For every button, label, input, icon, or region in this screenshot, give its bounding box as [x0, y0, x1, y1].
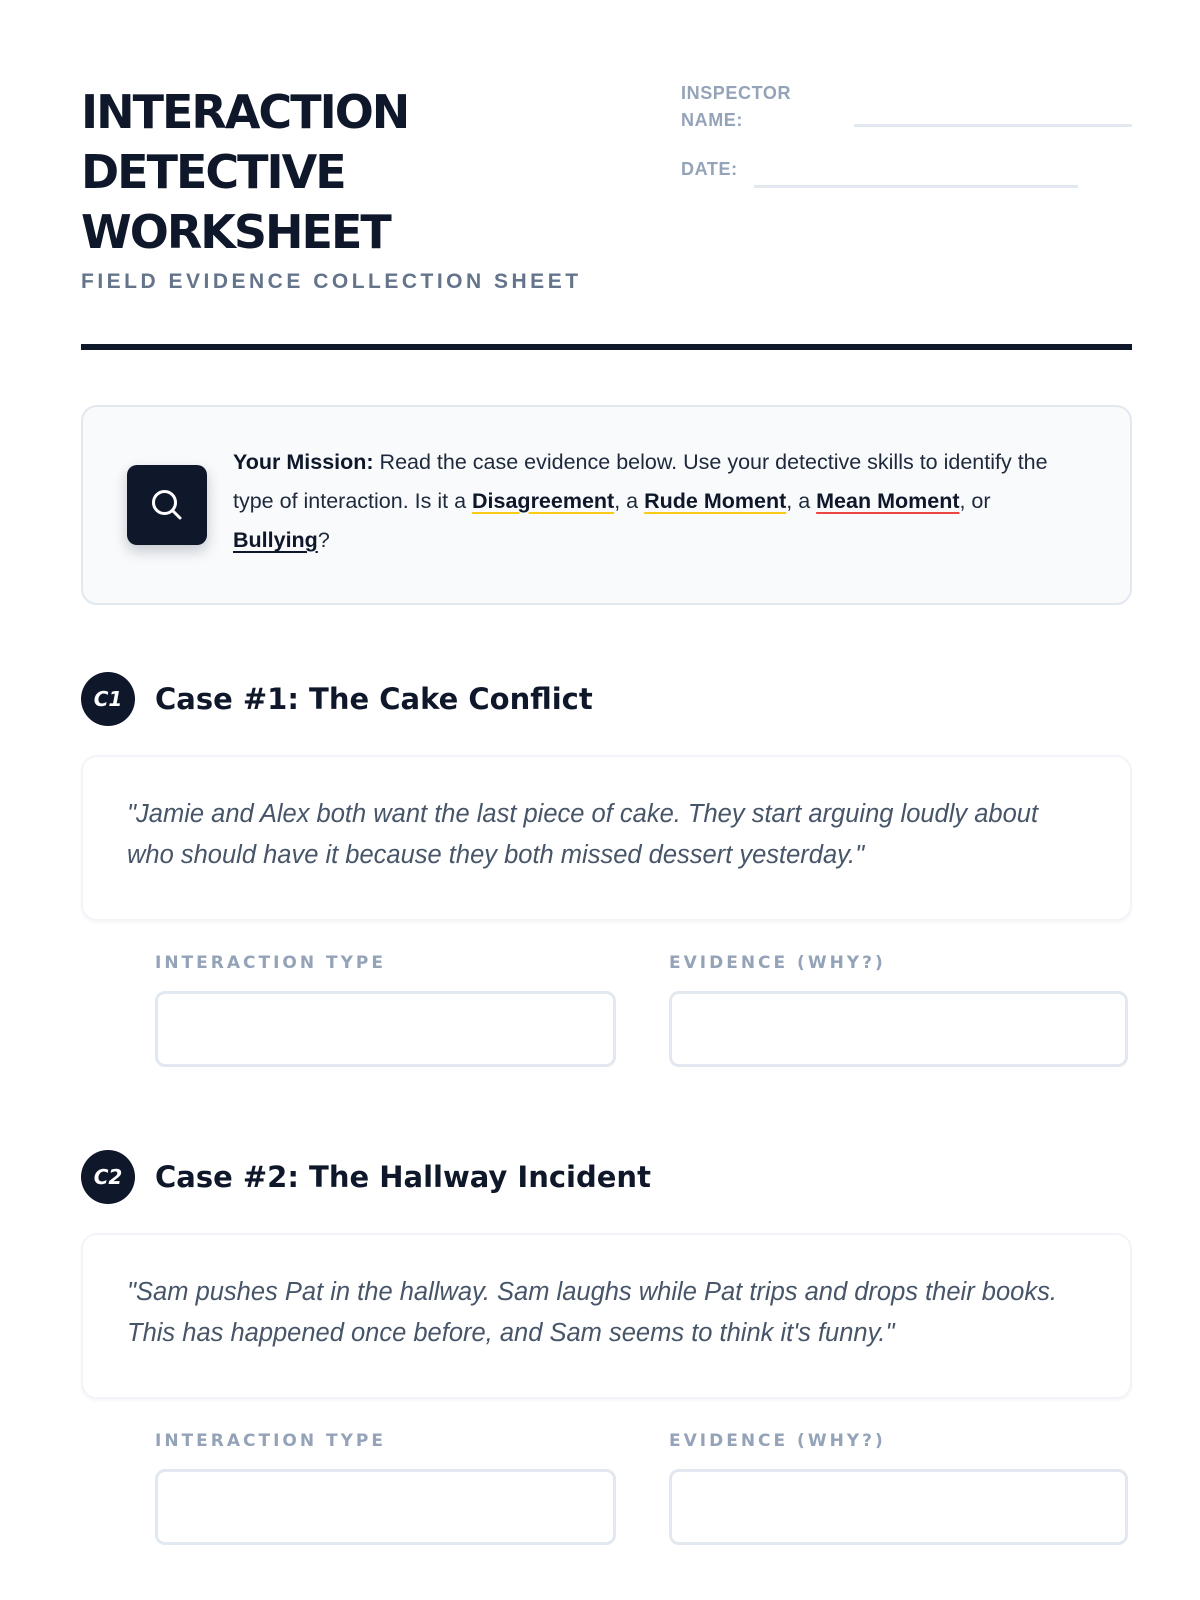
interaction-type-label: INTERACTION TYPE: [155, 953, 386, 973]
inspector-label-line-1: INSPECTOR: [681, 83, 792, 103]
case-badge: C2: [81, 1150, 135, 1204]
search-icon: [127, 465, 207, 545]
term-rude-moment: Rude Moment: [644, 489, 787, 513]
evidence-card: [81, 755, 1132, 921]
mission-text-part-3: , a: [786, 489, 817, 513]
mission-text-part-2: , a: [614, 489, 645, 513]
mission-text-part-5: ?: [317, 528, 330, 552]
interaction-type-field[interactable]: [155, 991, 616, 1067]
worksheet-subtitle: FIELD EVIDENCE COLLECTION SHEET: [81, 270, 582, 293]
case-title: Case #1: The Cake Conflict: [155, 682, 593, 716]
mission-text-part-4: , or: [959, 489, 991, 513]
evidence-why-label: EVIDENCE (WHY?): [669, 1431, 886, 1451]
title-line-1: INTERACTION: [81, 85, 409, 139]
case-title: Case #2: The Hallway Incident: [155, 1160, 651, 1194]
title-line-3: WORKSHEET: [81, 205, 390, 259]
worksheet-title: [81, 82, 408, 262]
evidence-why-field[interactable]: [669, 1469, 1128, 1545]
title-line-2: DETECTIVE: [81, 145, 345, 199]
mission-text-part-1: Read the case evidence below. Use your detective skills to identify the type of interaction. Is it a: [233, 450, 1048, 513]
mission-box: [81, 405, 1132, 605]
header-divider: [81, 344, 1132, 350]
evidence-card: [81, 1233, 1132, 1399]
case-badge: C1: [81, 672, 135, 726]
inspector-name-label: [681, 80, 831, 134]
evidence-text: "Jamie and Alex both want the last piece of cake. They start arguing loudly about who should have it because they both missed dessert yesterday.": [127, 800, 1039, 869]
evidence-why-field[interactable]: [669, 991, 1128, 1067]
interaction-type-label: INTERACTION TYPE: [155, 1431, 386, 1451]
term-bullying: Bullying: [233, 528, 318, 552]
term-mean-moment: Mean Moment: [816, 489, 960, 513]
mission-text: [233, 443, 1093, 560]
evidence-text: "Sam pushes Pat in the hallway. Sam laughs while Pat trips and drops their books. This has happened once before, and Sam seems to think it's funny.": [127, 1278, 1057, 1347]
mission-lead: Your Mission:: [233, 450, 374, 474]
date-label: DATE:: [681, 159, 738, 179]
evidence-why-label: EVIDENCE (WHY?): [669, 953, 886, 973]
interaction-type-field[interactable]: [155, 1469, 616, 1545]
inspector-label-line-2: NAME:: [681, 110, 743, 130]
date-field[interactable]: [754, 185, 1078, 188]
inspector-name-field[interactable]: [854, 124, 1132, 127]
term-disagreement: Disagreement: [472, 489, 615, 513]
